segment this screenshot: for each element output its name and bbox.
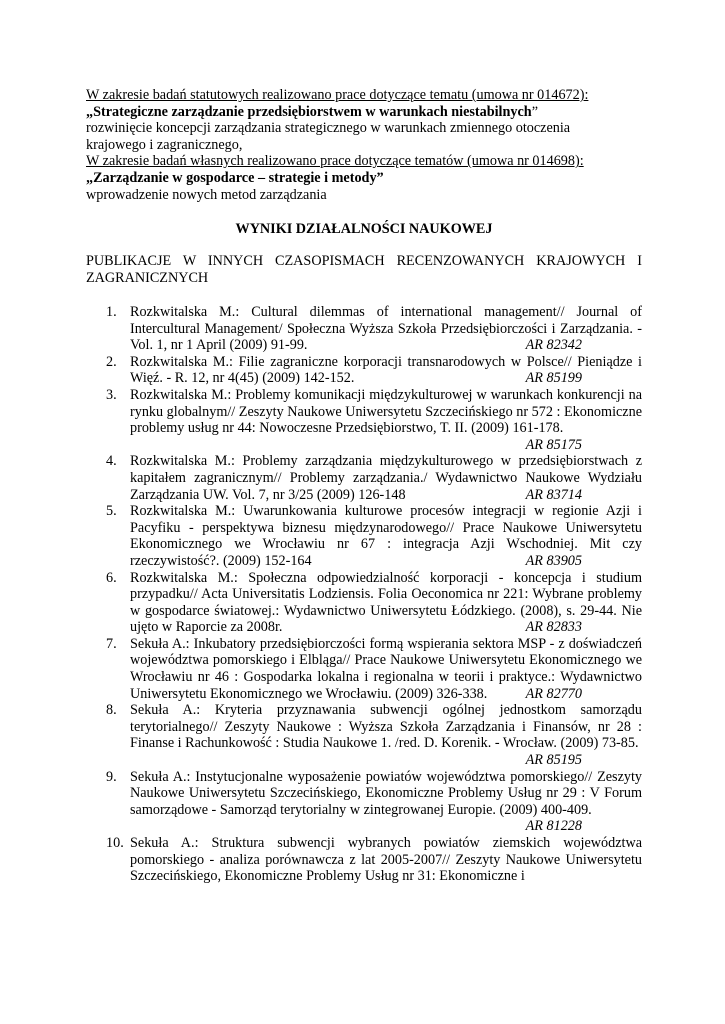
publication-number: 8. bbox=[106, 702, 117, 719]
publication-item bbox=[86, 702, 642, 768]
publication-citation: Sekuła A.: Instytucjonalne wyposażenie powiatów województwa pomorskiego// Zeszyty Naukowe Uniwersytetu Szczecińskiego, Ekonomiczne Problemy Usług nr 29 : V Forum samorządowe - Samorząd terytorialny w zintegrowanej Europie. (2009) 400-409. bbox=[130, 768, 642, 818]
statutory-topic-title bbox=[86, 104, 646, 121]
publication-ar-code: AR 82833 bbox=[525, 619, 582, 636]
publications-subheading-line1: PUBLIKACJE W INNYCH CZASOPISMACH RECENZOWANYCH KRAJOWYCH I bbox=[86, 253, 642, 269]
publication-item bbox=[86, 636, 642, 702]
publication-ar-code: AR 85195 bbox=[525, 752, 582, 769]
publication-item bbox=[86, 304, 642, 354]
publication-ar-code: AR 82770 bbox=[525, 685, 582, 702]
statutory-research-line: W zakresie badań statutowych realizowano prace dotyczące tematu (umowa nr 014672): bbox=[86, 87, 589, 103]
closing-quote: ” bbox=[531, 103, 538, 120]
publication-citation: Rozkwitalska M.: Problemy komunikacji międzykulturowej w warunkach konkurencji na rynku globalnym// Zeszyty Naukowe Uniwersytetu Szczecińskiego nr 572 : Ekonomiczne problemy usług nr 44: Nowoczesne Przedsiębiorstwo, T. II. (2009) 161-178. bbox=[130, 386, 642, 437]
publications-subheading bbox=[86, 253, 642, 286]
publication-ar-code: AR 83905 bbox=[525, 552, 582, 569]
publication-ar-code: AR 85199 bbox=[525, 370, 582, 387]
publication-citation: Rozkwitalska M.: Społeczna odpowiedzialność korporacji - koncepcja i studium przypadku// Acta Universitatis Lodziensis. Folia Oeconomica nr 221: Wybrane problemy w gospodarce światowej.: Wydawnictwo Uniwersytetu Łódzkiego. (2008), s. 29-44. Nie ujęto w Raporcie za 2008r. bbox=[130, 569, 642, 636]
publication-ar-code: AR 81228 bbox=[525, 818, 582, 835]
publication-citation: Rozkwitalska M.: Uwarunkowania kulturowe procesów integracji w regionie Azji i Pacyfiku - perspektywa biznesu międzynarodowego// Prace Naukowe Uniwersytetu Ekonomicznego we Wrocławiu nr 67 : integracja Azji Wschodniej. Mit czy rzeczywistość?. (2009) 152-164 bbox=[130, 503, 642, 569]
own-topic-title: „Zarządzanie w gospodarce – strategie i metody” bbox=[86, 169, 384, 186]
publication-item bbox=[86, 835, 642, 885]
publication-number: 4. bbox=[106, 453, 117, 470]
publication-number: 10. bbox=[106, 835, 124, 851]
publications-subheading-line2: ZAGRANICZNYCH bbox=[86, 269, 209, 286]
publication-citation: Rozkwitalska M.: Filie zagraniczne korporacji transnarodowych w Polsce// Pieniądze i Więź. - R. 12, nr 4(45) (2009) 142-152. bbox=[130, 353, 642, 387]
statutory-topic-description: rozwinięcie koncepcji zarządzania strategicznego w warunkach zmiennego otoczenia bbox=[86, 120, 571, 137]
publication-citation: Sekuła A.: Inkubatory przedsiębiorczości formą wspierania sektora MSP - z doświadczeń województwa pomorskiego i Elbląga// Prace Naukowe Uniwersytetu Ekonomicznego we Wrocławiu nr 46 : Gospodarka lokalna i regionalna w teorii i praktyce.: Wydawnictwo Uniwersytetu Ekonomicznego we Wrocławiu. (2009) 326-338. bbox=[130, 635, 642, 702]
publication-number: 9. bbox=[106, 768, 117, 785]
publication-citation: Sekuła A.: Kryteria przyznawania subwencji ogólnej jednostkom samorządu terytorialnego// Zeszyty Naukowe : Wyższa Szkoła Zarządzania i Finansów, nr 28 : Finanse i Rachunkowość : Studia Naukowe 1. /red. D. Korenik. - Wrocław. (2009) 73-85. bbox=[130, 702, 642, 752]
publication-number: 6. bbox=[106, 569, 117, 586]
publications-list bbox=[86, 304, 642, 885]
statutory-topic-description-cont: krajowego i zagranicznego, bbox=[86, 136, 243, 153]
own-topic-description: wprowadzenie nowych metod zarządzania bbox=[86, 186, 327, 203]
publication-item bbox=[86, 503, 642, 569]
publication-number: 3. bbox=[106, 386, 117, 403]
publication-item bbox=[86, 453, 642, 503]
intro-section bbox=[86, 87, 646, 203]
publication-ar-code: AR 82342 bbox=[525, 337, 582, 354]
publication-number: 5. bbox=[106, 503, 117, 520]
statutory-topic-text: „Strategiczne zarządzanie przedsiębiorstwem w warunkach niestabilnych bbox=[86, 103, 532, 120]
publication-item bbox=[86, 769, 642, 835]
publication-number: 1. bbox=[106, 304, 117, 320]
publication-ar-code: AR 83714 bbox=[525, 486, 582, 503]
publication-citation: Rozkwitalska M.: Problemy zarządzania międzykulturowego w przedsiębiorstwach z kapitałem zagranicznym// Problemy zarządzania./ Wydawnictwo Naukowe Wydziału Zarządzania UW. Vol. 7, nr 3/25 (2009) 126-148 bbox=[130, 453, 642, 503]
publication-item bbox=[86, 570, 642, 636]
section-heading: WYNIKI DZIAŁALNOŚCI NAUKOWEJ bbox=[235, 221, 493, 237]
publication-ar-code: AR 85175 bbox=[525, 436, 582, 453]
publication-citation: Rozkwitalska M.: Cultural dilemmas of international management// Journal of Intercultural Management/ Społeczna Wyższa Szkoła Przedsiębiorczości i Zarządzania. - Vol. 1, nr 1 April (2009) 91-99. bbox=[130, 304, 642, 354]
publication-item bbox=[86, 387, 642, 453]
publication-citation: Sekuła A.: Struktura subwencji wybranych powiatów ziemskich województwa pomorskiego - analiza porównawcza z lat 2005-2007// Zeszyty Naukowe Uniwersytetu Szczecińskiego, Ekonomiczne Problemy Usług nr 31: Ekonomiczne i bbox=[130, 835, 642, 885]
publication-number: 2. bbox=[106, 353, 117, 370]
publication-number: 7. bbox=[106, 635, 117, 652]
own-research-line: W zakresie badań własnych realizowano prace dotyczące tematów (umowa nr 014698): bbox=[86, 153, 584, 170]
publication-item bbox=[86, 354, 642, 387]
